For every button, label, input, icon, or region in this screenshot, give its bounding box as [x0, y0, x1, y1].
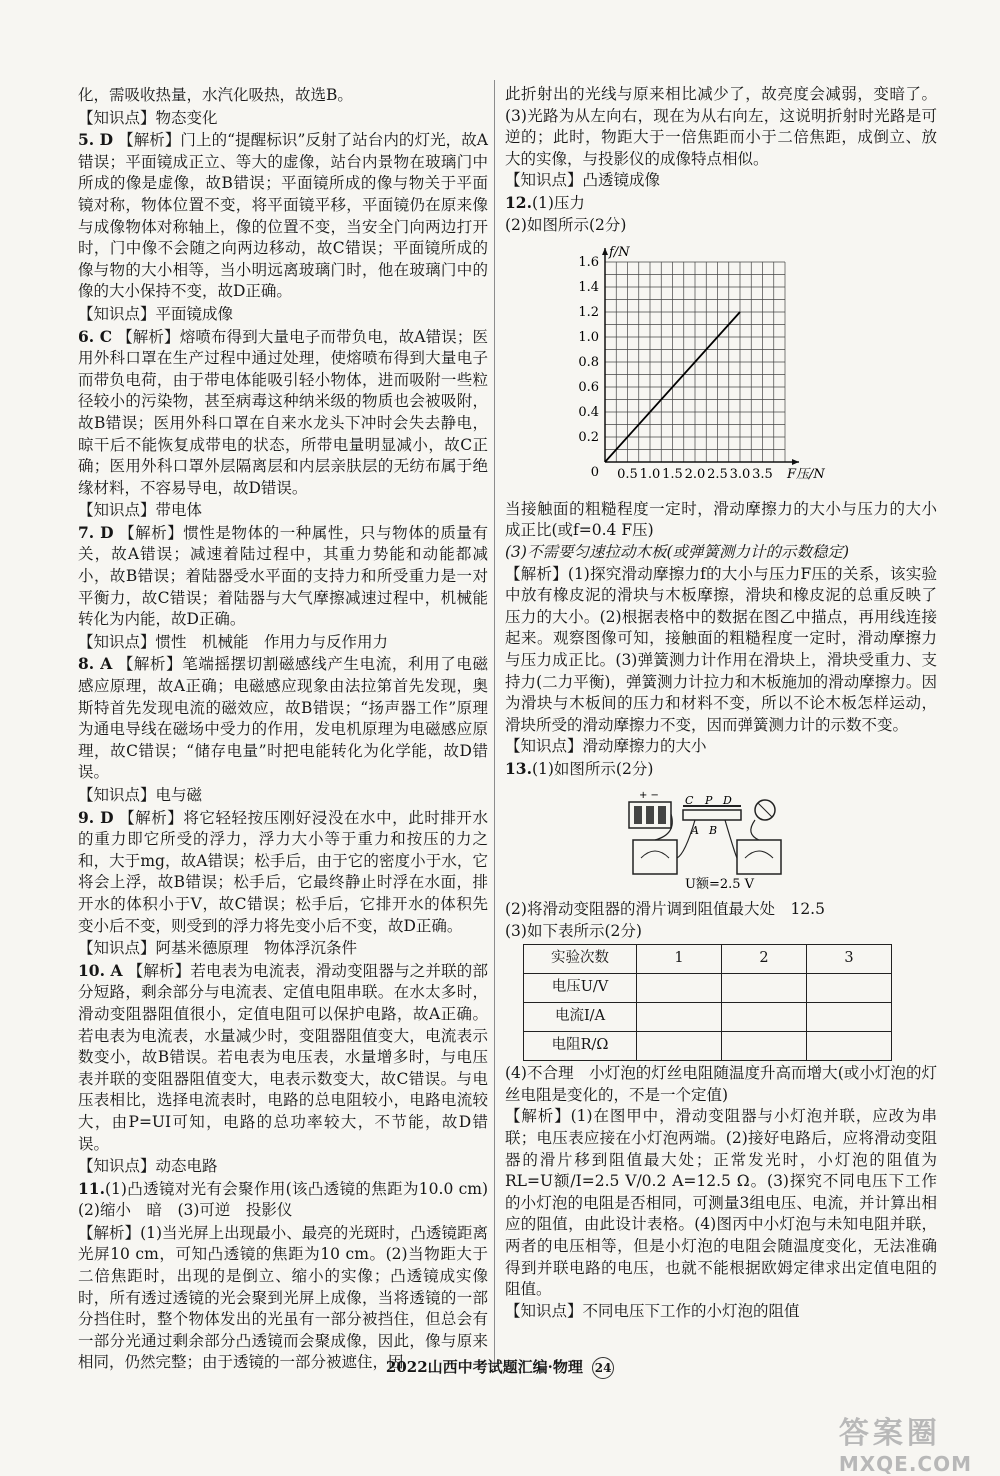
table-header-row: [524, 945, 892, 974]
x-axis-label: F压/N: [787, 467, 825, 483]
circuit-figure: [625, 784, 795, 892]
x-tick-label: 3.0: [729, 467, 751, 483]
para-l1: 【知识点】物态变化: [78, 108, 218, 127]
x-tick-label: 0.5: [617, 467, 638, 483]
page-footer: [0, 1356, 1000, 1379]
q12-conclusion: 当接触面的粗糙程度一定时，滑动摩擦力的大小与压力的大小成正比(或f=0.4 F压): [505, 499, 937, 540]
question-12: 12.(1)压力: [505, 192, 585, 212]
q12-analysis: 【解析】(1)探究滑动摩擦力f的大小与压力F压的关系，该实验中放有橡皮泥的滑块与木板摩擦，滑块和橡皮泥的总重反映了压力的大小。(2)根据表格中的数据在图乙中描点，再用线连接起来。观察图像可知，接触面的粗糙程度一定时，滑动摩擦力与压力成正比。(3)弹簧测力计作用在滑块上，滑块受重力、支持力(二力平衡)，弹簧测力计拉力和木板施加的滑动摩擦力。因为滑块与木板间的压力和材料不变，所以不论木板怎样运动，滑块所受的滑动摩擦力不变，因而弹簧测力计的示数不变。: [505, 564, 937, 734]
table-row-label: 电流I/A: [524, 1003, 637, 1032]
page-number: 24: [592, 1357, 614, 1379]
q13-part4: (4)不合理 小灯泡的灯丝电阻随温度升高而增大(或小灯泡的灯丝电阻是变化的，不是一个定值): [505, 1064, 937, 1104]
q13-part3: (3)如下表所示(2分): [505, 921, 642, 940]
table-header-cell: 2: [722, 945, 807, 974]
question-9: 9. D 【解析】将它轻轻按压刚好浸没在水中，此时排开水的重力即它所受的浮力，浮力大小等于重力和按压的力之和，大于mg，故A错误；松手后，由于它的密度小于水，它将会上浮，故B错误；松手后，它最终静止时浮在水面，排开水的体积小于V，故C错误；松手后，它排开水的体积先变小后不变，则受到的浮力将先变小后不变，故D正确。: [78, 807, 488, 935]
circuit-label-c: C: [685, 794, 694, 808]
question-6: 6. C 【解析】熔喷布得到大量电子而带负电，故A错误；医用外科口罩在生产过程中通过处理，使熔喷布得到大量电子而带负电荷，由于带电体能吸引轻小物体，进而吸附一些粒径较小的污染物，甚至病毒这种纳米级的物质也会被吸附，故B错误；医用外科口罩在自来水龙头下冲时会失去静电，晾干后不能恢复成带电的状态，所带电量明显减小，故C正确；医用外科口罩外层隔离层和内层亲肤层的无纺布属于绝缘材料，不容易导电，故D错误。: [78, 326, 488, 497]
para-l3: 【知识点】平面镜成像: [78, 304, 234, 323]
y-tick-label: 1.2: [578, 305, 599, 321]
table-row: [524, 1003, 892, 1032]
friction-chart-svg: [565, 240, 825, 492]
table-cell: [637, 974, 722, 1003]
para-l7: 【知识点】惯性 机械能 作用力与反作用力: [78, 632, 389, 651]
y-axis-label: f/N: [609, 245, 630, 261]
table-row-label: 电压U/V: [524, 974, 637, 1003]
table-header-cell: 3: [807, 945, 892, 974]
table-cell: [637, 1032, 722, 1061]
para-l9: 【知识点】电与磁: [78, 786, 203, 804]
origin-label: 0: [590, 465, 599, 481]
y-tick-label: 0.8: [578, 355, 599, 371]
table-row: [524, 1032, 892, 1061]
q11-continued: 此折射出的光线与原来相比减少了，故亮度会减弱，变暗了。(3)光路为从左向右，现在为从右向左，这说明折射时光路是可逆的；此时，物距大于一倍焦距而小于二倍焦距，成倒立、放大的实像，与投影仪的成像特点相似。: [505, 85, 937, 168]
q11-knowledge-point: 【知识点】凸透镜成像: [505, 171, 661, 190]
table-cell: [637, 1003, 722, 1032]
table-cell: [807, 1032, 892, 1061]
experiment-table: [523, 944, 892, 1061]
table-cell: [722, 1003, 807, 1032]
y-tick-label: 1.6: [578, 255, 599, 271]
question-13: 13.(1)如图所示(2分): [505, 758, 654, 778]
circuit-diagram: [625, 784, 937, 899]
x-tick-label: 2.5: [707, 467, 728, 483]
q12-part2: (2)如图所示(2分): [505, 215, 627, 234]
friction-graph: [565, 240, 937, 499]
para-l15: 【解析】(1)当光屏上出现最小、最亮的光斑时，凸透镜距离光屏10 cm，可知凸透镜的焦距为10 cm。(2)当物距大于二倍焦距时，出现的是倒立、缩小的实像；凸透镜成实像时，所有透过透镜的光会聚到光屏上成像，当将透镜的一部分挡住时，整个物体发出的光虽有一部分被挡住，但总会有一部分光通过剩余部分凸透镜而会聚成像，因此，像与原来相同，仍然完整；由于透镜的一部分被遮住，因: [78, 1223, 488, 1372]
circuit-label-a: A: [691, 824, 699, 838]
y-axis-arrow: [602, 248, 608, 255]
y-tick-label: 0.6: [578, 380, 599, 396]
table-cell: [807, 1003, 892, 1032]
para-l13: 【知识点】动态电路: [78, 1157, 218, 1176]
para-l5: 【知识点】带电体: [78, 501, 203, 520]
circuit-label-d: D: [723, 794, 732, 808]
x-tick-label: 1.0: [639, 467, 661, 483]
x-tick-label: 1.5: [662, 467, 683, 483]
question-7: 7. D 【解析】惯性是物体的一种属性，只与物体的质量有关，故A错误；减速着陆过程中，其重力势能和动能都减小，故B错误；着陆器受水平面的支持力和所受重力是一对平衡力，故C错误；着陆器与大气摩擦减速过程中，机械能转化为内能，故D正确。: [78, 522, 488, 629]
watermark-url: MXQE.COM: [838, 1452, 972, 1476]
question-10: 10. A 【解析】若电表为电流表，滑动变阻器与之并联的部分短路，剩余部分与电流表、定值电阻串联。在水太多时，滑动变阻器阻值很小，定值电阻可以保护电路，故A正确。若电表为电流表，水量减少时，变阻器阻值变大，电流表示数变小，故B错误。若电表为电压表，水量增多时，与电压表并联的变阻器阻值变大，电表示数变大，故C错误。与电压表相比，选择电流表时，电路的总电阻较小，电路电流较大，由P=UI可知，电路的总功率较大，不节能，故D错误。: [78, 960, 488, 1153]
y-tick-label: 0.4: [578, 405, 599, 421]
footer-title: 2022山西中考试题汇编·物理: [385, 1358, 583, 1376]
q13-analysis: 【解析】(1)在图甲中，滑动变阻器与小灯泡并联，应改为串联；电压表应接在小灯泡两端。(2)接好电路后，应将滑动变阻器的滑片移到阻值最大处；正常发光时，小灯泡的阻值为RL=U额/I=2.5 V/0.2 A=12.5 Ω。(3)探究不同电压下工作的小灯泡的电阻是否相同，可测量3组电压、电流，并计算出相应的阻值，由此设计表格。(4)图丙中小灯泡与未知电阻并联，两者的电压相等，但是小灯泡的电阻会随温度变化，无法准确得到并联电路的电压，也就不能根据欧姆定律求出定值电阻的阻值。: [505, 1107, 937, 1299]
circuit-label-b: B: [709, 824, 718, 838]
right-column: [505, 84, 937, 1322]
column-divider: [494, 80, 495, 1370]
x-axis-arrow: [792, 459, 799, 465]
para-l0: 化，需吸收热量，水汽化吸热，故选B。: [78, 86, 353, 104]
table-row-label: 电阻R/Ω: [524, 1032, 637, 1061]
q13-part2: (2)将滑动变阻器的滑片调到阻值最大处 12.5: [505, 900, 825, 919]
table-header-cell: 实验次数: [524, 945, 637, 974]
y-tick-label: 1.4: [578, 280, 599, 296]
table-cell: [722, 974, 807, 1003]
svg-text:+ −: + −: [639, 790, 659, 802]
table-cell: [807, 974, 892, 1003]
question-5: 5. D 【解析】门上的“提醒标识”反射了站台内的灯光，故A错误；平面镜成正立、等大的虚像，站台内景物在玻璃门中所成的像是虚像，故B错误；平面镜所成的像与物关于平面镜对称，物体位置不变，将平面镜平移，平面镜仍在原来像与成像物体对称轴上，像的位置不变，当安全门向两边打开时，门中像不会随之向两边移动，故C错误；平面镜所成的像与物的大小相等，当小明远离玻璃门时，他在玻璃门中的像的大小保持不变，故D正确。: [78, 130, 489, 301]
table-cell: [722, 1032, 807, 1061]
q12-knowledge-point: 【知识点】滑动摩擦力的大小: [505, 737, 707, 756]
table-header-cell: 1: [637, 945, 722, 974]
y-tick-label: 0.2: [578, 430, 599, 446]
watermark: [839, 1408, 972, 1476]
q12-part3: (3)不需要匀速拉动木板(或弹簧测力计的示数稳定): [505, 542, 850, 561]
circuit-label-p: P: [705, 794, 713, 808]
x-tick-label: 2.0: [684, 467, 706, 483]
circuit-caption: U额=2.5 V: [685, 877, 755, 893]
para-l11: 【知识点】阿基米德原理 物体浮沉条件: [78, 939, 358, 958]
x-tick-label: 3.5: [752, 467, 773, 483]
q13-knowledge-point: 【知识点】不同电压下工作的小灯泡的阻值: [505, 1301, 800, 1320]
question-11: 11.(1)凸透镜对光有会聚作用(该凸透镜的焦距为10.0 cm) (2)缩小 暗 (3)可逆 投影仪: [78, 1178, 504, 1220]
table-row: [524, 974, 892, 1003]
question-8: 8. A 【解析】笔端摇摆切割磁感线产生电流，利用了电磁感应原理，故A正确；电磁感应现象由法拉第首先发现，奥斯特首先发现电流的磁效应，故B错误；“扬声器工作”原理为通电导线在磁场中受力的作用，发电机原理为电磁感应原理，故C错误；“储存电量”时把电能转化为化学能，故D错误。: [78, 654, 488, 782]
watermark-logo: 答案圈: [838, 1416, 941, 1451]
y-tick-label: 1.0: [578, 330, 599, 346]
